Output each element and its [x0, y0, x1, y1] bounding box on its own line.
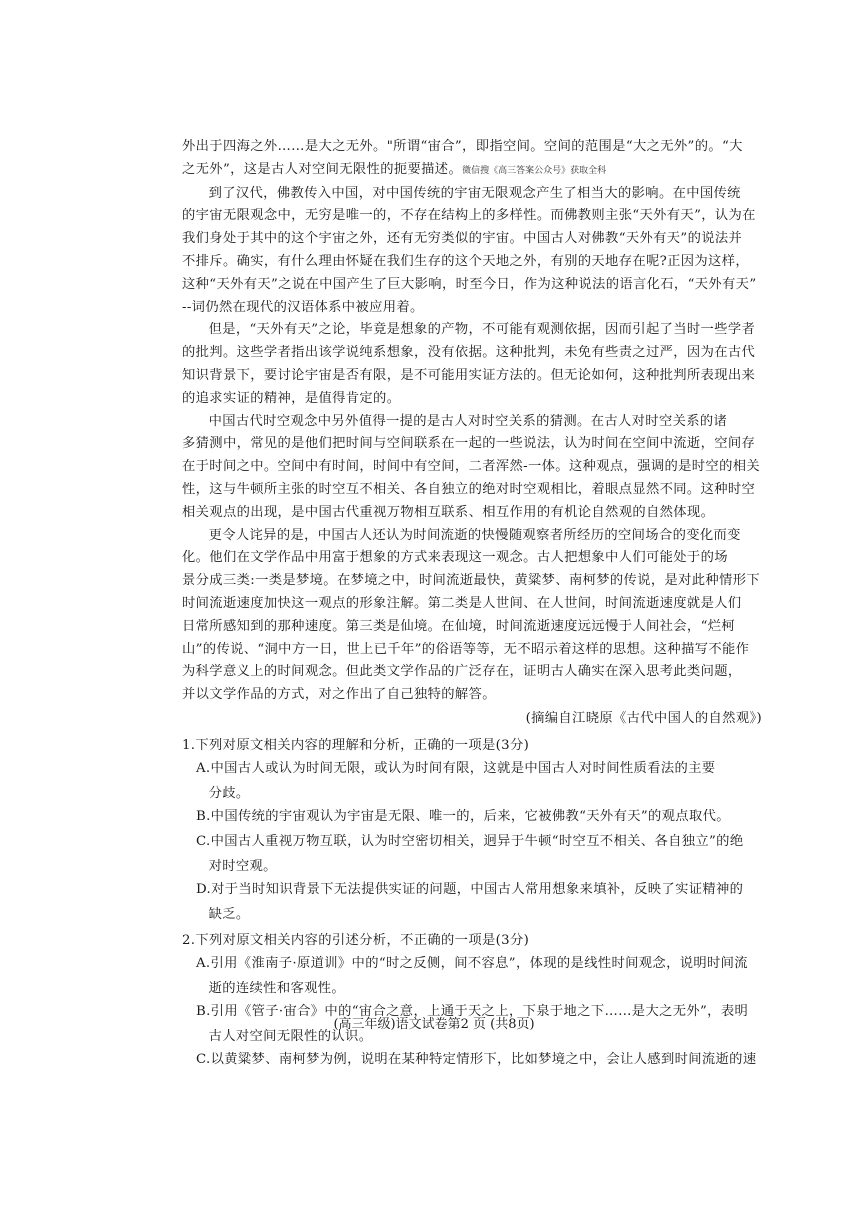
- watermark-text: 微信搜《高三答案公众号》获取全科: [462, 165, 607, 176]
- paragraph: [182, 183, 762, 320]
- text-line: 外出于四海之外……是大之无外。"所谓“宙合”，即指空间。空间的范围是“大之无外”的。“大: [182, 139, 743, 154]
- option-line: A.引用《淮南子·原道训》中的“时之反侧，间不容息”，体现的是线性时间观念，说明时间流: [195, 955, 748, 971]
- question: [182, 929, 762, 1071]
- text-line: 更令人诧异的是，中国古人还认为时间流逝的快慢随观察者所经历的空间场合的变化而变: [208, 527, 741, 543]
- text-line: 性，这与牛顿所主张的时空互不相关、各自独立的绝对时空观相比，着眼点显然不同。这种时空: [182, 481, 756, 497]
- page-footer: (高三年级)语文试卷第2 页 (共8页): [333, 1017, 535, 1032]
- text-line: 化。他们在文学作品中用富于想象的方式来表现这一观念。古人把想象中人们可能处于的场: [182, 550, 728, 566]
- text-line: 到了汉代，佛教传入中国，对中国传统的宇宙无限观念产生了相当大的影响。在中国传统: [208, 185, 741, 201]
- text-line: 的批判。这些学者指出该学说纯系想象，没有依据。这种批判，未免有些责之过严，因为在古代: [182, 345, 756, 361]
- paragraph: [182, 136, 762, 183]
- text-line: 多猜测中，常见的是他们把时间与空间联系在一起的一些说法，认为时间在空间中流逝，空间存: [182, 436, 756, 452]
- text-line: 但是，“天外有天”之论，毕竟是想象的产物，不可能有观测依据，因而引起了当时一些学者: [208, 322, 756, 338]
- text-line: 之无外”，这是古人对空间无限性的扼要描述。微信搜《高三答案公众号》获取全科: [182, 161, 607, 177]
- document-page: [182, 136, 762, 1073]
- question-stem: 1.下列对原文相关内容的理解和分析，正确的一项是(3分): [182, 737, 530, 753]
- text-line: 在于时间之中。空间中有时间，时间中有空间，二者浑然-一体。这种观点，强调的是时空的相关: [182, 459, 761, 475]
- answer-option: [182, 757, 762, 805]
- source-citation: (摘编自江晓原《古代中国人的自然观》): [525, 710, 762, 726]
- paragraph: [182, 525, 762, 707]
- text-line: 时间流逝速度加快这一观点的形象注解。第二类是人世间、在人世间，时间流逝速度就是人们: [182, 595, 742, 611]
- option-line: 缺乏。: [208, 906, 250, 922]
- text-line: 这种“天外有天”之说在中国产生了巨大影响，时至今日，作为这种说法的语言化石，“天外有天”: [182, 276, 757, 292]
- option-line: D.对于当时知识背景下无法提供实证的问题，中国古人常用想象来填补，反映了实证精神的: [195, 881, 744, 897]
- text-line: 中国古代时空观念中另外值得一提的是古人对时空关系的猜测。在古人对时空关系的诸: [208, 413, 728, 429]
- option-line: 对时空观。: [208, 858, 277, 874]
- text-line: 知识背景下，要讨论宇宙是否有限，是不可能用实证方法的。但无论如何，这种批判所表现出来: [182, 367, 756, 383]
- option-line: 古人对空间无限性的认识。: [208, 1028, 373, 1044]
- text-line: 我们身处于其中的这个宇宙之外，还有无穷类似的宇宙。中国古人对佛教“天外有天”的说法并: [182, 231, 743, 247]
- option-line: C.以黄粱梦、南柯梦为例，说明在某种特定情形下，比如梦境之中，会让人感到时间流逝的速: [195, 1051, 757, 1067]
- answer-option: [182, 952, 762, 1000]
- text-line: 相关观点的出现，是中国古代重视万物相互联系、相互作用的有机论自然观的自然体现。: [182, 504, 715, 520]
- answer-option: [182, 805, 762, 828]
- text-line: 的宇宙无限观念中，无穷是唯一的，不存在结构上的多样性。而佛教则主张“天外有天”，认为在: [182, 208, 756, 224]
- text-line: 为科学意义上的时间观念。但此类文学作品的广泛存在，证明古人确实在深入思考此类问题，: [182, 664, 742, 680]
- answer-option: [182, 878, 762, 926]
- option-line: C.中国古人重视万物互联，认为时空密切相关，迥异于牛顿“时空互不相关、各自独立”的绝: [195, 833, 744, 849]
- option-line: A.中国古人或认为时间无限，或认为时间有限，这就是中国古人对时间性质看法的主要: [195, 760, 716, 776]
- option-line: 逝的连续性和客观性。: [208, 980, 346, 996]
- text-line: 的追求实证的精神，是值得肯定的。: [182, 390, 401, 406]
- paragraph: [182, 319, 762, 410]
- question-stem: 2.下列对原文相关内容的引述分析，不正确的一项是(3分): [182, 932, 530, 948]
- answer-option: [182, 1048, 762, 1071]
- text-line: --词仍然在现代的汉语体系中被应用着。: [182, 299, 424, 315]
- text-line: 景分成三类:一类是梦境。在梦境之中，时间流逝最快，黄粱梦、南柯梦的传说，是对此种情形下: [182, 573, 760, 589]
- article-body: [182, 136, 762, 707]
- text-line: 不排斥。确实，有什么理由怀疑在我们生存的这个天地之外，有别的天地存在呢?正因为这样，: [182, 253, 749, 269]
- text-line: 山”的传说、“洞中方一日，世上已千年”的俗语等等，无不昭示着这样的思想。这种描写不能作: [182, 641, 750, 657]
- option-line: 分歧。: [208, 785, 250, 801]
- paragraph: [182, 411, 762, 525]
- option-line: B.中国传统的宇宙观认为宇宙是无限、唯一的，后来，它被佛教“天外有天”的观点取代。: [195, 808, 730, 824]
- option-line: B.引用《管子·宙合》中的“宙合之意，上通于天之上，下泉于地之下……是大之无外”，表明: [195, 1003, 749, 1019]
- question: [182, 734, 762, 926]
- answer-option: [182, 830, 762, 878]
- text-line: 并以文学作品的方式，对之作出了自己独特的解答。: [182, 687, 496, 703]
- text-line: 日常所感知到的那种速度。第三类是仙境。在仙境，时间流逝速度远远慢于人间社会，“烂柯: [182, 618, 736, 634]
